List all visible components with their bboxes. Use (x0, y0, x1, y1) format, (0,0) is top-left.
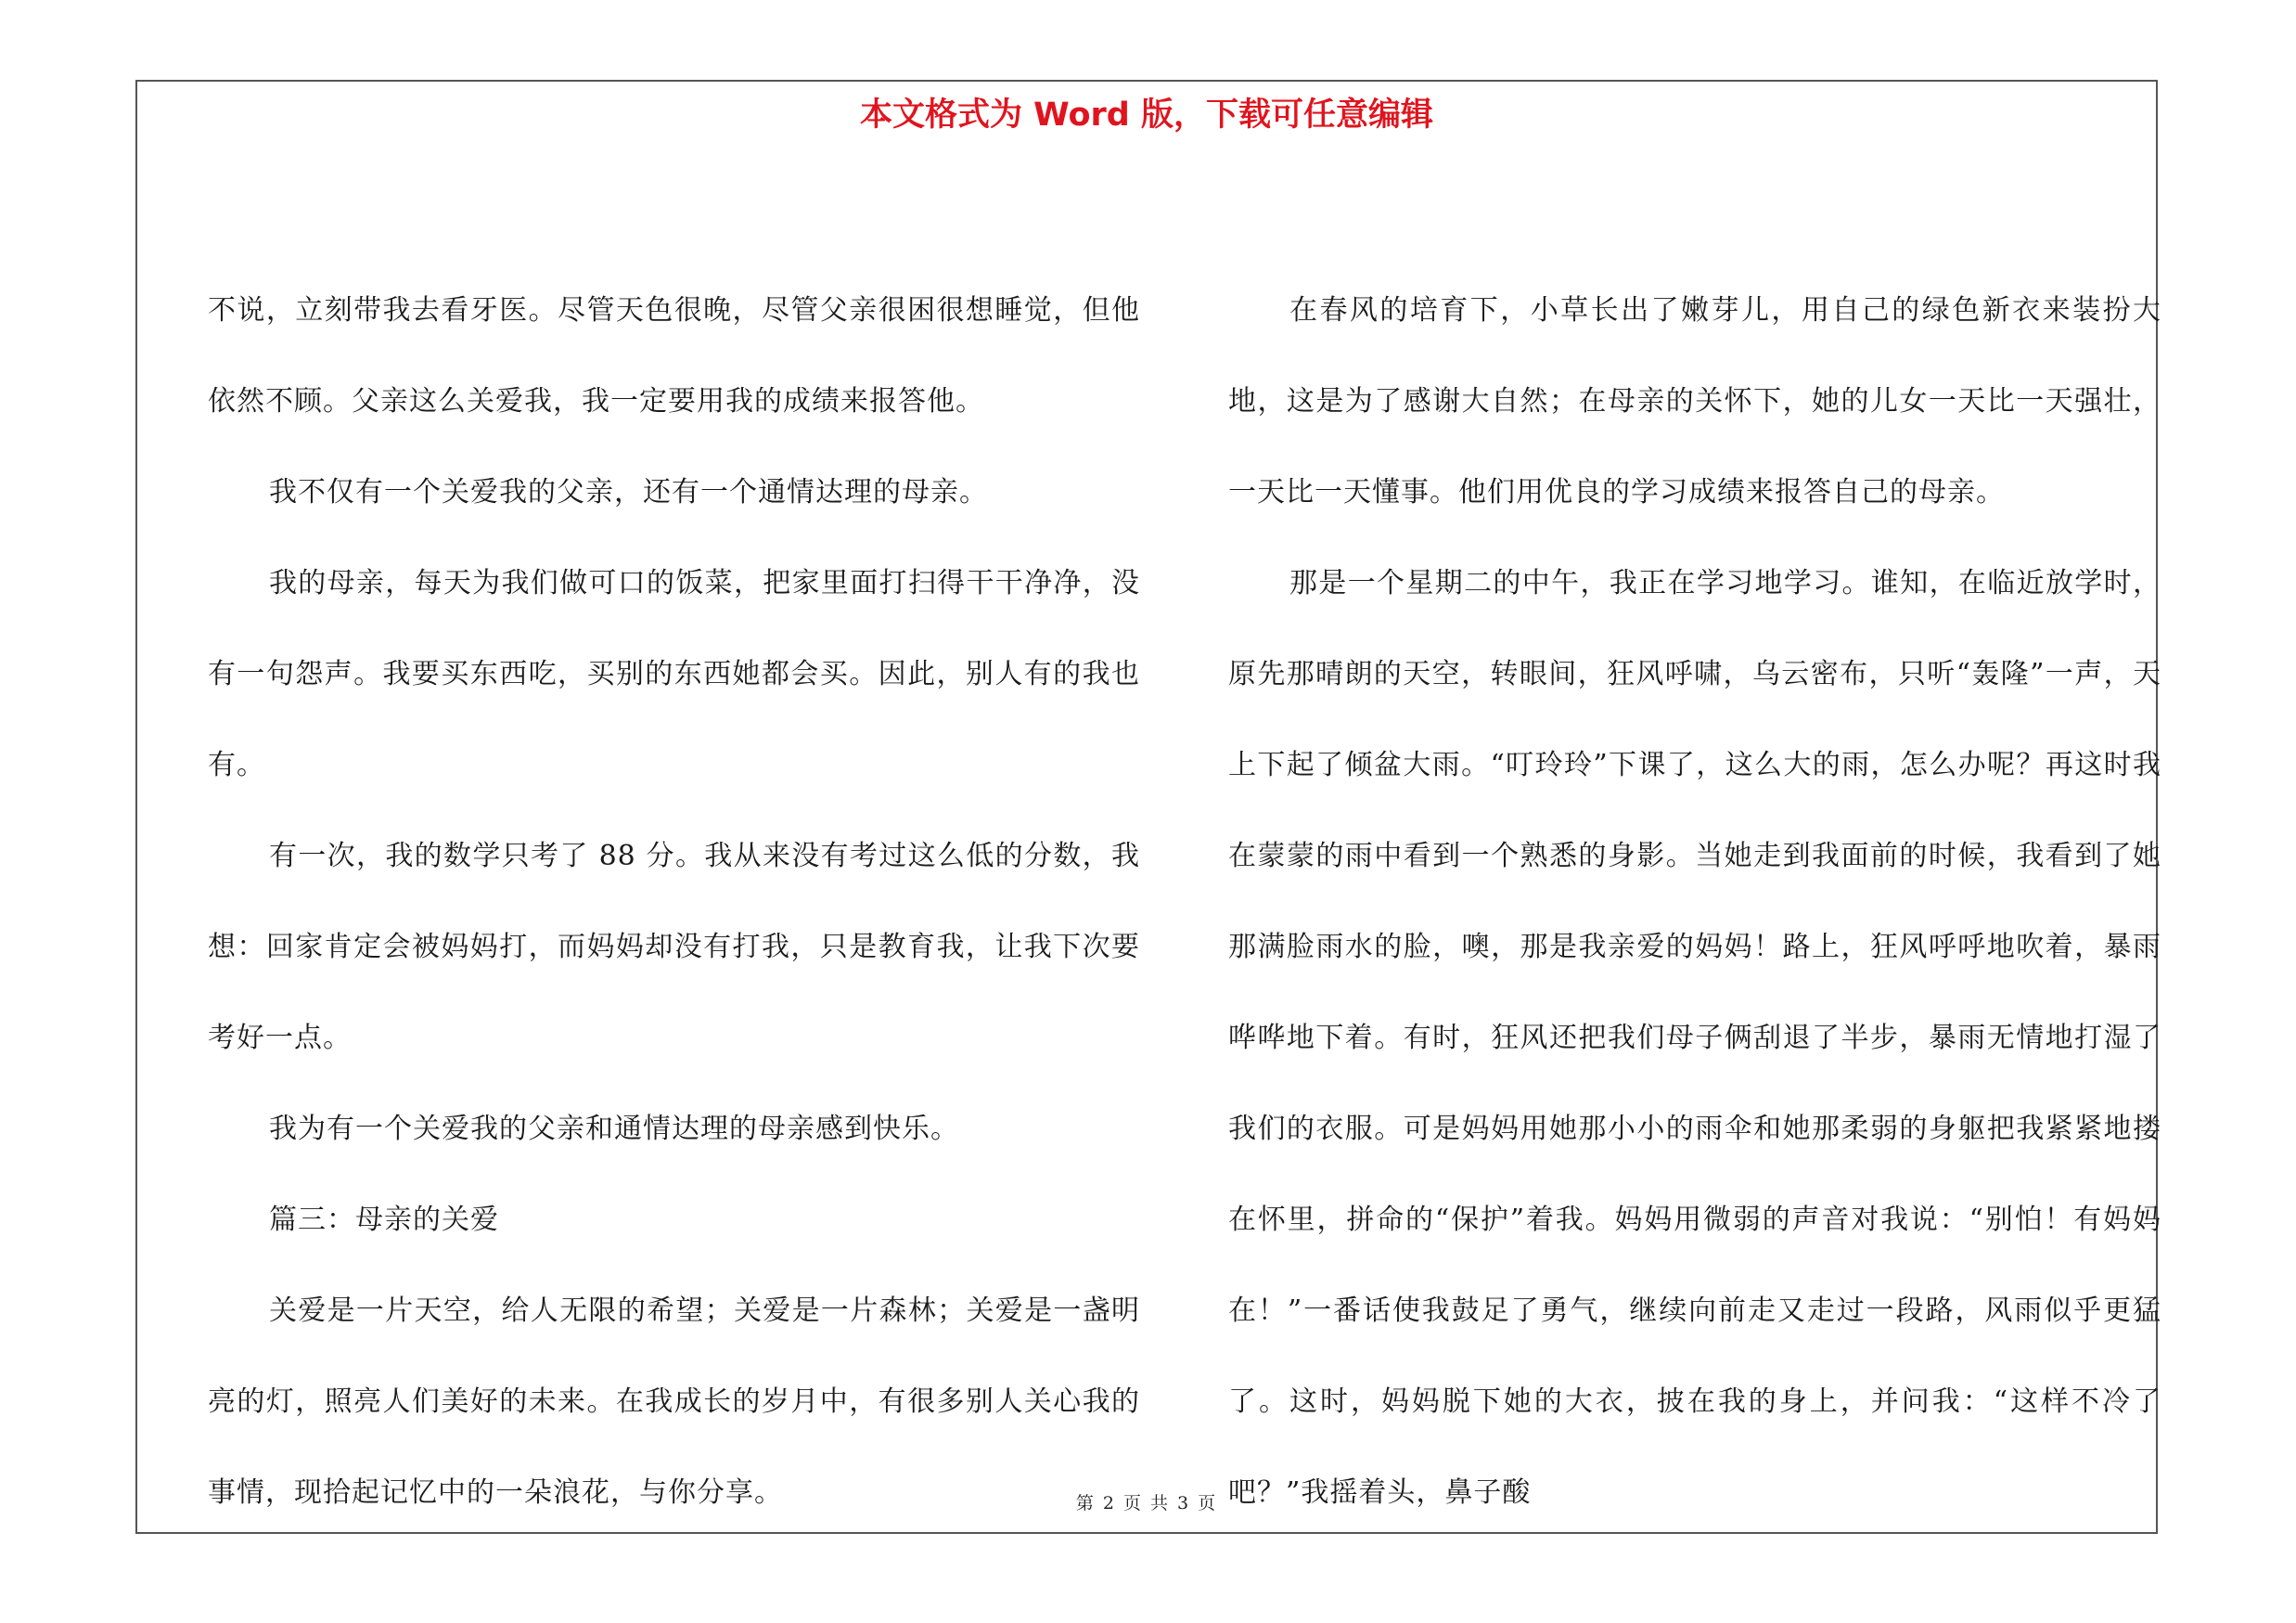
page-frame (135, 80, 2161, 1534)
left-text-column (208, 265, 1140, 1539)
paragraph: 关爱是一片天空，给人无限的希望；关爱是一片森林；关爱是一盏明亮的灯，照亮人们美好的未来。在我成长的岁月中，有很多别人关心我的事情，现拾起记忆中的一朵浪花，与你分享。 (208, 1295, 1140, 1509)
paragraph: 我不仅有一个关爱我的父亲，还有一个通情达理的母亲。 (269, 476, 988, 509)
right-text-column (1228, 265, 2161, 1539)
paragraph: 那是一个星期二的中午，我正在学习地学习。谁知，在临近放学时，原先那晴朗的天空，转眼间，狂风呼啸，乌云密布，只听“轰隆”一声，天上下起了倾盆大雨。“叮玲玲”下课了，这么大的雨，怎么办呢？再这时我在蒙蒙的雨中看到一个熟悉的身影。当她走到我面前的时候，我看到了她那满脸雨水的脸，噢，那是我亲爱的妈妈！路上，狂风呼呼地吹着，暴雨哗哗地下着。有时，狂风还把我们母子俩刮退了半步，暴雨无情地打湿了我们的衣服。可是妈妈用她那小小的雨伞和她那柔弱的身躯把我紧紧地搂在怀里，拼命的“保护”着我。妈妈用微弱的声音对我说：“别怕！有妈妈在！”一番话使我鼓足了勇气，继续向前走又走过一段路，风雨似乎更猛了。这时，妈妈脱下她的大衣，披在我的身上，并问我：“这样不冷了吧？”我摇着头，鼻子酸 (1228, 567, 2161, 1509)
page-number-footer: 第 2 页 共 3 页 (1075, 1493, 1218, 1514)
paragraph: 我为有一个关爱我的父亲和通情达理的母亲感到快乐。 (269, 1113, 959, 1145)
section-heading: 篇三：母亲的关爱 (269, 1204, 499, 1236)
paragraph: 在春风的培育下，小草长出了嫩芽儿，用自己的绿色新衣来装扮大地，这是为了感谢大自然；在母亲的关怀下，她的儿女一天比一天强壮，一天比一天懂事。他们用优良的学习成绩来报答自己的母亲。 (1228, 294, 2161, 509)
paragraph: 不说，立刻带我去看牙医。尽管天色很晚，尽管父亲很困很想睡觉，但他依然不顾。父亲这么关爱我，我一定要用我的成绩来报答他。 (208, 294, 1140, 418)
document-banner: 本文格式为 Word 版，下载可任意编辑 (859, 97, 1434, 134)
paragraph: 有一次，我的数学只考了 88 分。我从来没有考过这么低的分数，我想：回家肯定会被妈妈打，而妈妈却没有打我，只是教育我，让我下次要考好一点。 (208, 840, 1140, 1054)
paragraph: 我的母亲，每天为我们做可口的饭菜，把家里面打扫得干干净净，没有一句怨声。我要买东西吃，买别的东西她都会买。因此，别人有的我也有。 (208, 567, 1140, 781)
